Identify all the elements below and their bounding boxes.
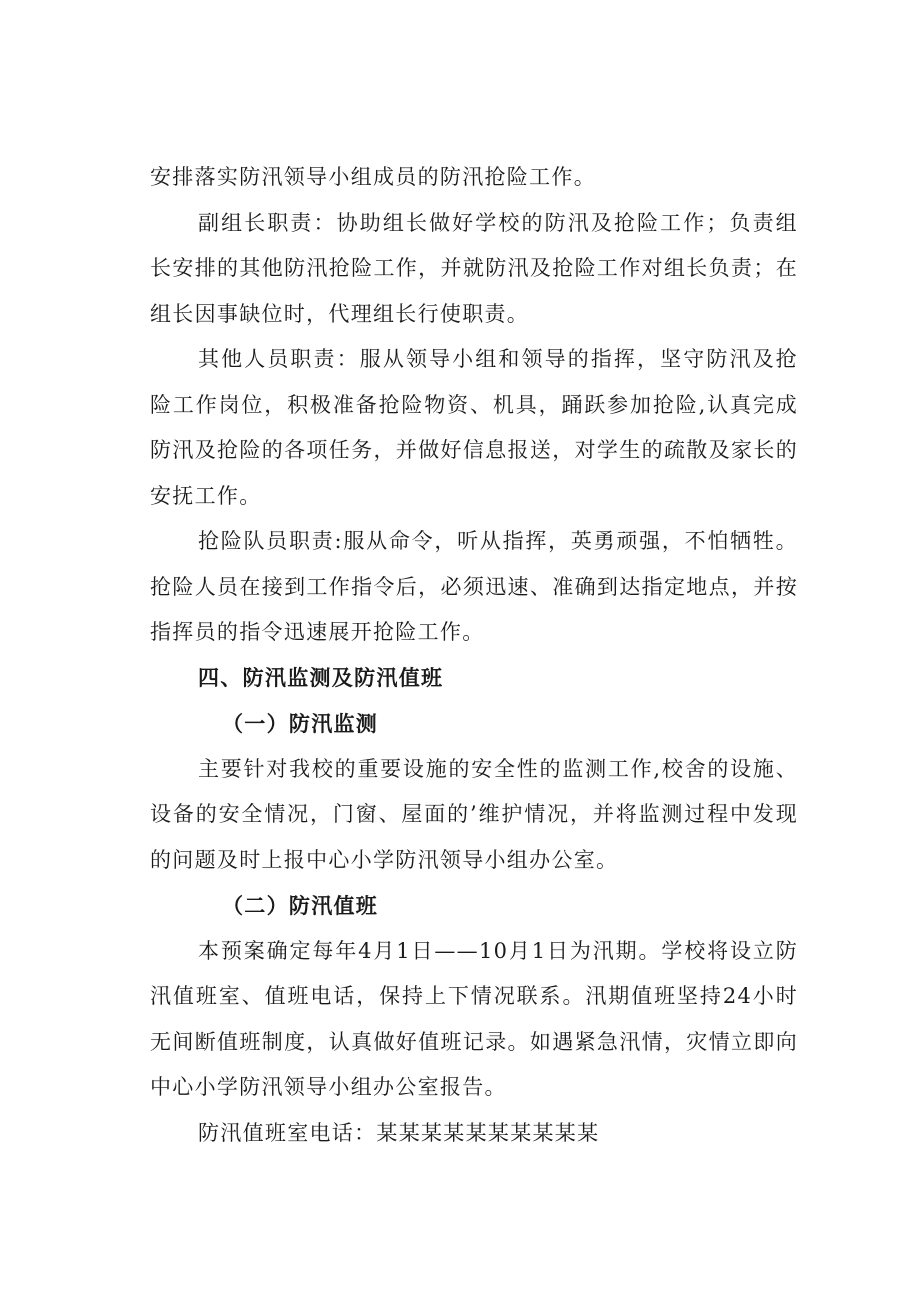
paragraph-flood-monitoring: 主要针对我校的重要设施的安全性的监测工作,校舍的设施、设备的安全情况，门窗、屋面的’维护情况，并将监测过程中发现的问题及时上报中心小学防汛领导小组办公室。 bbox=[150, 756, 798, 872]
paragraph-flood-duty: 本预案确定每年4月1日——10月1日为汛期。学校将设立防汛值班室、值班电话，保持上下情况联系。汛期值班坚持24小时无间断值班制度，认真做好值班记录。如遇紧急汛情，灾情立即向中心小学防汛领导小组办公室报告。 bbox=[150, 938, 798, 1099]
paragraph-deputy-leader-duties: 副组长职责：协助组长做好学校的防汛及抢险工作；负责组长安排的其他防汛抢险工作，并就防汛及抢险工作对组长负责；在组长因事缺位时，代理组长行使职责。 bbox=[150, 210, 798, 326]
paragraph-leader-continuation: 安排落实防汛领导小组成员的防汛抢险工作。 bbox=[150, 165, 596, 189]
document-page bbox=[150, 155, 798, 1156]
subheading-flood-monitoring: （一）防汛监测 bbox=[222, 711, 379, 736]
section-heading-monitoring-duty: 四、防汛监测及防汛值班 bbox=[198, 665, 444, 690]
paragraph-duty-phone: 防汛值班室电话：某某某某某某某某某某 bbox=[198, 1120, 600, 1145]
subheading-flood-duty: （二）防汛值班 bbox=[222, 893, 379, 918]
paragraph-other-staff-duties: 其他人员职责：服从领导小组和领导的指挥，坚守防汛及抢险工作岗位，积极准备抢险物资、机具，踊跃参加抢险,认真完成防汛及抢险的各项任务，并做好信息报送，对学生的疏散及家长的安抚工作。 bbox=[150, 347, 798, 508]
paragraph-rescue-team-duties: 抢险队员职责:服从命令，听从指挥，英勇顽强，不怕牺牲。抢险人员在接到工作指令后，必须迅速、准确到达指定地点，并按指挥员的指令迅速展开抢险工作。 bbox=[150, 529, 798, 644]
